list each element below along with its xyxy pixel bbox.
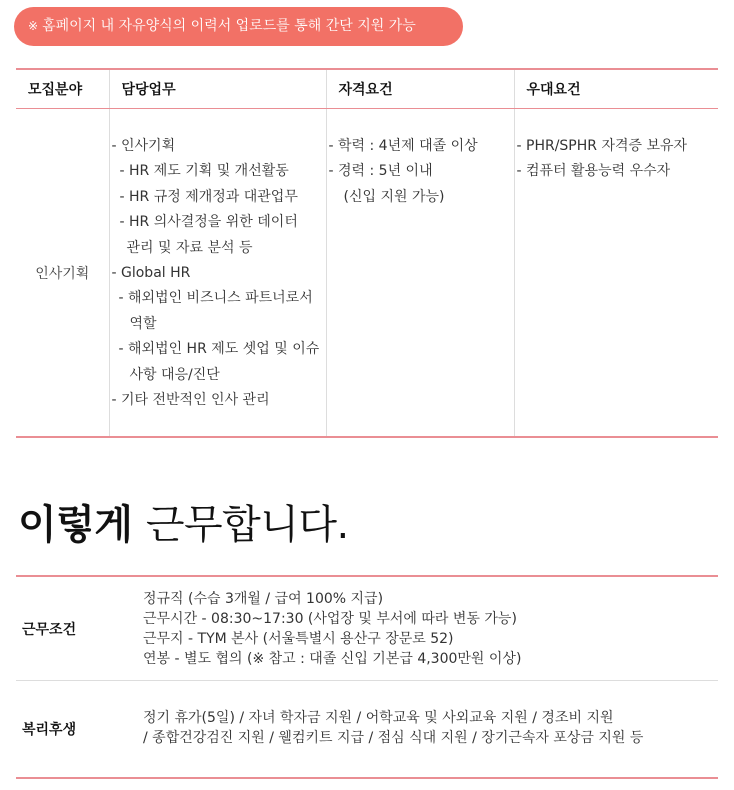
duty-line: - HR 의사결정을 위한 데이터	[119, 214, 298, 231]
work-line: 연봉 - 별도 협의 (※ 참고 : 대졸 신입 기본급 4,300만원 이상)	[143, 651, 522, 667]
requirement-line: (신입 지원 가능)	[343, 188, 445, 205]
welfare-body	[143, 708, 643, 748]
table-row	[16, 109, 718, 438]
duty-line: - Global HR	[111, 265, 191, 282]
welfare-section	[16, 681, 718, 779]
header-requirements: 자격요건	[326, 69, 514, 109]
cell-preferred	[514, 109, 718, 438]
duty-line: - HR 제도 기획 및 개선활동	[119, 163, 289, 180]
cell-requirements	[326, 109, 514, 438]
requirement-line: - 학력 : 4년제 대졸 이상	[328, 138, 478, 154]
cell-duties	[109, 109, 326, 438]
work-conditions-body	[143, 589, 521, 669]
table-header-row	[16, 69, 718, 109]
headline-light: 근무합니다.	[145, 502, 349, 548]
duty-line: 관리 및 자료 분석 등	[126, 239, 253, 256]
duty-line: - 해외법인 비즈니스 파트너로서	[118, 290, 313, 307]
notice-mark: ※	[28, 19, 39, 33]
welfare-line: / 종합건강검진 지원 / 웰컴키트 지급 / 점심 식대 지원 / 장기근속자 포상금 지원 등	[143, 730, 644, 746]
requirement-line: - 경력 : 5년 이내	[328, 163, 433, 180]
work-line: 근무시간 - 08:30~17:30 (사업장 및 부서에 따라 변동 가능)	[143, 611, 517, 627]
welfare-line: 정기 휴가(5일) / 자녀 학자금 지원 / 어학교육 및 사외교육 지원 / 경조비 지원	[143, 710, 614, 726]
header-preferred: 우대요건	[514, 69, 718, 109]
notice-banner	[14, 7, 463, 46]
duty-line: - 기타 전반적인 인사 관리	[111, 392, 270, 409]
work-conditions-label: 근무조건	[22, 621, 77, 638]
work-conditions-section	[16, 575, 718, 681]
section-headline	[18, 495, 349, 555]
headline-strong: 이렇게	[18, 502, 133, 548]
notice-text: 홈페이지 내 자유양식의 이력서 업로드를 통해 간단 지원 가능	[42, 18, 416, 34]
duty-line: - HR 규정 제개정과 대관업무	[119, 188, 298, 205]
work-line: 근무지 - TYM 본사 (서울특별시 용산구 장문로 52)	[143, 631, 454, 647]
preferred-line: - 컴퓨터 활용능력 우수자	[516, 163, 671, 180]
duty-line: 역할	[129, 315, 157, 332]
duty-line: - 해외법인 HR 제도 셋업 및 이슈	[118, 341, 320, 358]
job-table	[16, 68, 718, 438]
preferred-line: - PHR/SPHR 자격증 보유자	[516, 138, 688, 154]
header-field: 모집분야	[16, 69, 109, 109]
duty-line: - 인사기획	[111, 138, 176, 154]
work-line: 정규직 (수습 3개월 / 급여 100% 지급)	[143, 591, 384, 607]
duty-line: 사항 대응/진단	[129, 366, 220, 383]
header-duties: 담당업무	[109, 69, 326, 109]
cell-field: 인사기획	[16, 109, 109, 438]
welfare-label: 복리후생	[22, 722, 77, 738]
